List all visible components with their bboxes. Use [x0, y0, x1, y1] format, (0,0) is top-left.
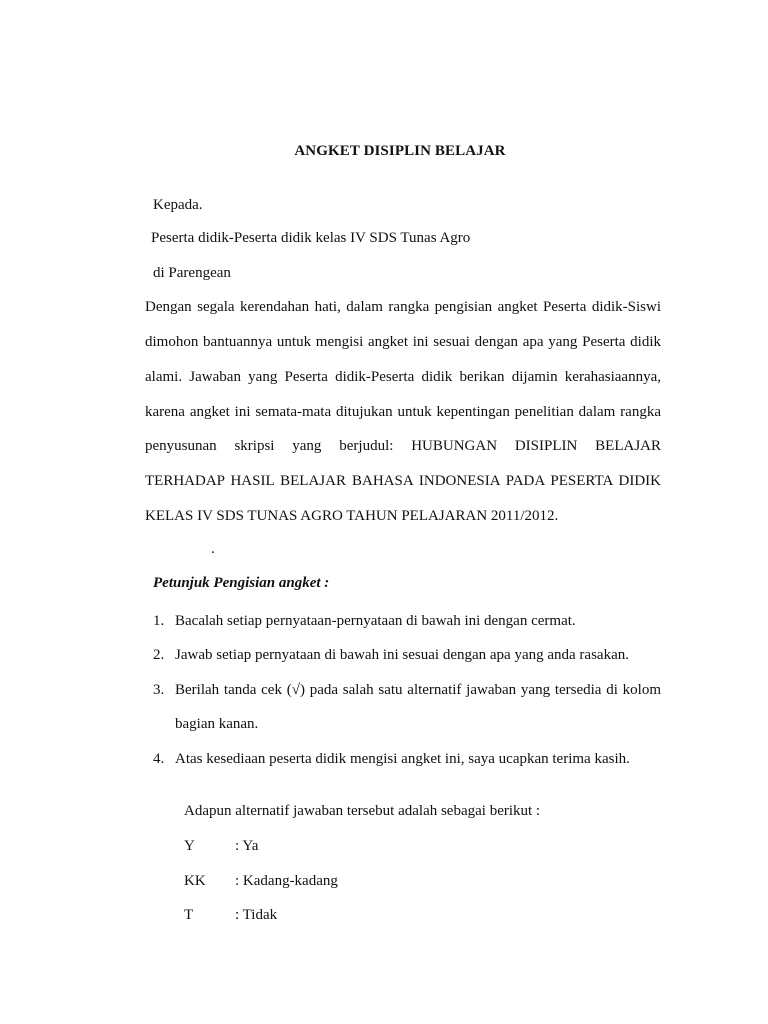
intro-line: karena angket ini semata-mata ditujukan untuk kepentingan penelitian dalam rangka: [145, 404, 661, 420]
list-item-continuation: bagian kanan.: [175, 716, 259, 732]
list-item-number: 2.: [153, 647, 165, 663]
list-item-text: Atas kesediaan peserta didik mengisi angket ini, saya ucapkan terima kasih.: [175, 751, 630, 767]
list-item-text: Jawab setiap pernyataan di bawah ini sesuai dengan apa yang anda rasakan.: [175, 647, 629, 663]
option-description: : Ya: [235, 838, 259, 854]
option-description: : Kadang-kadang: [235, 873, 338, 889]
intro-line: Dengan segala kerendahan hati, dalam rangka pengisian angket Peserta didik-Siswi: [145, 299, 661, 315]
address-to: Kepada.: [153, 197, 203, 213]
intro-line: penyusunan skripsi yang berjudul: HUBUNGAN DISIPLIN BELAJAR: [145, 438, 661, 454]
stray-dot: .: [211, 541, 215, 557]
address-recipient: Peserta didik-Peserta didik kelas IV SDS Tunas Agro: [151, 230, 471, 246]
address-location: di Parengean: [153, 265, 231, 281]
intro-line: dimohon bantuannya untuk mengisi angket ini sesuai dengan apa yang Peserta didik: [145, 334, 661, 350]
list-item-text: Bacalah setiap pernyataan-pernyataan di bawah ini dengan cermat.: [175, 613, 576, 629]
option-code: KK: [184, 873, 206, 889]
list-item-number: 3.: [153, 682, 165, 698]
document-title: ANGKET DISIPLIN BELAJAR: [294, 143, 506, 159]
option-code: T: [184, 907, 194, 923]
option-code: Y: [184, 838, 195, 854]
intro-line: KELAS IV SDS TUNAS AGRO TAHUN PELAJARAN 2011/2012.: [145, 508, 559, 524]
option-description: : Tidak: [235, 907, 278, 923]
list-item-text: Berilah tanda cek (√) pada salah satu alternatif jawaban yang tersedia di kolom: [175, 682, 661, 698]
list-item-number: 4.: [153, 751, 165, 767]
intro-line: TERHADAP HASIL BELAJAR BAHASA INDONESIA PADA PESERTA DIDIK: [145, 473, 661, 489]
list-item-number: 1.: [153, 613, 165, 629]
instructions-heading: Petunjuk Pengisian angket :: [153, 575, 330, 591]
alternatives-intro: Adapun alternatif jawaban tersebut adalah sebagai berikut :: [184, 803, 541, 819]
intro-line: alami. Jawaban yang Peserta didik-Peserta didik berikan dijamin kerahasiaannya,: [145, 369, 661, 385]
